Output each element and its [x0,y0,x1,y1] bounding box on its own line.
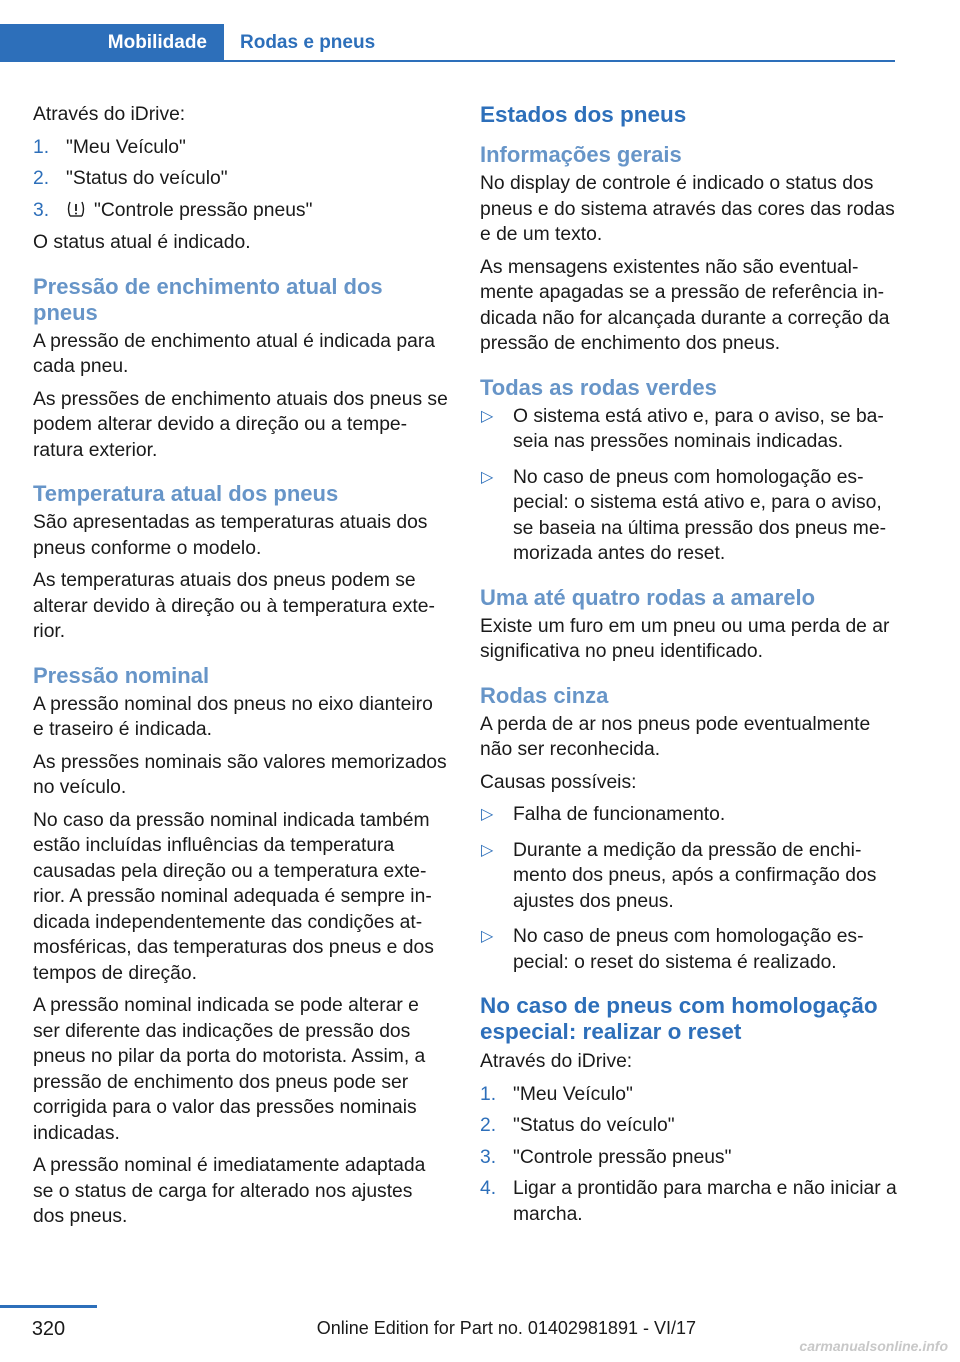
paragraph: As pressões nominais são valores memorizados no veículo. [33,751,447,798]
paragraph: Existe um furo em um pneu ou uma perda de ar significativa no pneu identificado. [480,615,890,662]
status-text: O status atual é indicado. [33,232,251,253]
list-item: ▷ Falha de funcionamento. [480,802,898,828]
heading-pressao-nominal: Pressão nominal [33,662,210,688]
bullet-icon: ▷ [481,928,494,945]
list-item: ▷ No caso de pneus com homologação especial: o reset do sistema é realizado. [481,926,864,973]
left-column [33,102,448,1237]
heading-todas-rodas-verdes: Todas as rodas verdes [480,374,717,400]
reset-steps [480,1082,898,1228]
watermark: carmanualsonline.info [799,1338,948,1354]
idrive-intro: Através do iDrive: [33,104,186,125]
idrive-steps [33,135,448,224]
paragraph: A pressão nominal indicada se pode alterar e ser diferente das indicações de pressão dos pneus no pilar da porta do motorista. Assim, a pressão de enchimento dos pneus pode ser corrigida para o valor das pressões nominais indicadas. [33,995,426,1144]
paragraph: Causas possíveis: [480,771,637,793]
heading-rodas-cinza: Rodas cinza [480,682,609,708]
edition-note: Online Edition for Part no. 01402981891 - VI/17 [316,1318,696,1338]
bullet-list [480,802,898,975]
heading-rodas-amarelo: Uma até quatro rodas a amarelo [480,584,816,610]
paragraph: As temperaturas atuais dos pneus podem se alterar devido à direção ou à temperatura exterior. [33,570,435,642]
tab-mobilidade[interactable]: Mobilidade [0,24,224,62]
list-item: 1. "Meu Veículo" [33,136,186,158]
list-item: 2. "Status do veículo" [33,168,228,189]
list-item: ▷ O sistema está ativo e, para o aviso, se baseia nas pressões nominais indicadas. [481,405,884,452]
list-item: 4. Ligar a prontidão para marcha e não iniciar a marcha. [480,1178,897,1225]
bullet-list [480,404,898,567]
bullet-icon: ▷ [481,468,494,486]
heading-pressao-enchimento: Pressão de enchimento atual dos pneus [33,273,383,325]
right-column [480,102,898,1234]
paragraph: A perda de ar nos pneus pode eventualmente não ser reconhecida. [480,713,871,760]
bullet-icon: ▷ [481,806,494,823]
list-item: 1. "Meu Veículo" [480,1083,633,1105]
paragraph: As mensagens existentes não são eventualmente apagadas se a pressão de referência indicada não for alcançada durante a correção da pressão de enchimento dos pneus. [480,256,890,354]
list-item: 3. "Controle pressão pneus" [33,199,313,221]
paragraph: No display de controle é indicado o status dos pneus e do sistema através das cores das rodas e de um texto. [480,173,895,245]
paragraph: São apresentadas as temperaturas atuais dos pneus conforme o modelo. [33,512,428,559]
tab-rodas-e-pneus[interactable]: Rodas e pneus [240,32,376,53]
heading-informacoes-gerais: Informações gerais [480,142,682,167]
heading-realizar-reset: No caso de pneus com homologação especial: realizar o reset [480,993,878,1044]
paragraph: A pressão de enchimento atual é indicada para cada pneu. [33,330,435,377]
tire-pressure-warning-icon [66,200,86,218]
bullet-icon: ▷ [481,407,494,425]
chapter-header [0,24,895,62]
paragraph: No caso da pressão nominal indicada também estão incluídas influências da temperatura causadas pela direção ou a temperatura exterior. A pressão nominal adequada é sempre indicada independentemente das condições atmosféricas, das temperaturas dos pneus e dos tempos de direção. [33,809,434,984]
list-item: 2. "Status do veículo" [480,1115,675,1136]
list-item: 3. "Controle pressão pneus" [480,1146,732,1168]
heading-estados-dos-pneus: Estados dos pneus [480,102,687,127]
paragraph: A pressão nominal dos pneus no eixo dianteiro e traseiro é indicada. [33,693,433,740]
page-number-rule [0,1305,97,1308]
idrive-intro: Através do iDrive: [480,1051,633,1072]
page-number: 320 [31,1318,66,1340]
paragraph: As pressões de enchimento atuais dos pneus se podem alterar devido a direção ou a temperatura exterior. [33,388,448,461]
list-item: ▷ No caso de pneus com homologação especial: o sistema está ativo e, para o aviso, se baseia na última pressão dos pneus memorizada antes do reset. [481,466,886,564]
bullet-icon: ▷ [481,841,494,859]
header-rule [0,60,895,62]
list-item: ▷ Durante a medição da pressão de enchimento dos pneus, após a confirmação dos ajustes dos pneus. [481,839,877,912]
paragraph: A pressão nominal é imediatamente adaptada se o status de carga for alterado nos ajustes dos pneus. [33,1155,426,1227]
heading-temperatura-atual: Temperatura atual dos pneus [33,481,339,506]
